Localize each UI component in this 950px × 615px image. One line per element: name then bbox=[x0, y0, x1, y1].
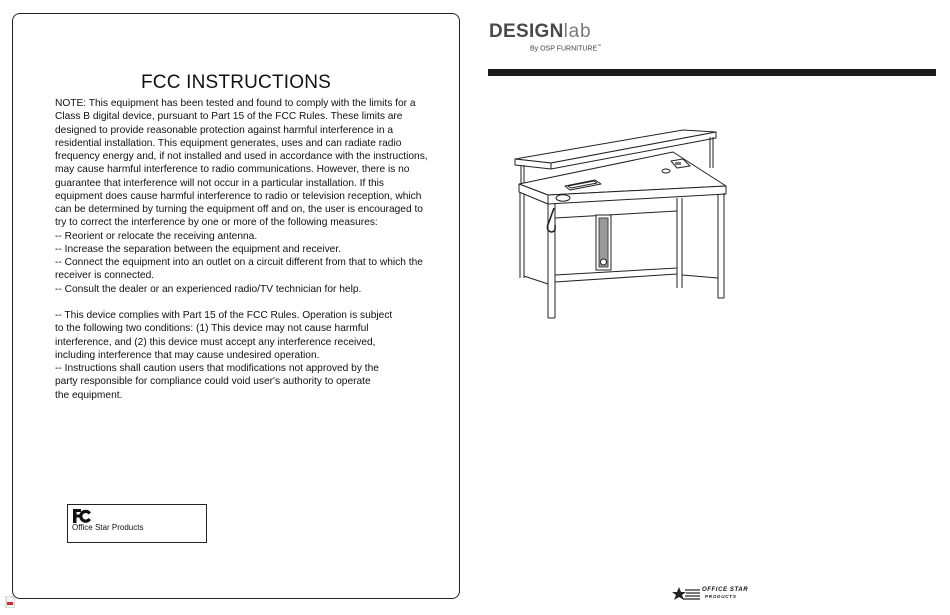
office-star-name: OFFICE STAR bbox=[702, 587, 749, 593]
title-bar bbox=[488, 69, 936, 76]
brand-byline-text: By OSP FURNITURE bbox=[530, 45, 598, 53]
office-star-logo bbox=[671, 586, 767, 602]
brand-trademark: ™ bbox=[597, 43, 602, 48]
pdf-icon bbox=[5, 596, 15, 608]
designlab-logo bbox=[489, 21, 591, 43]
desk-illustration bbox=[505, 118, 745, 328]
fcc-title: FCC INSTRUCTIONS bbox=[140, 72, 332, 93]
fcc-label-company: Office Star Products bbox=[72, 523, 144, 532]
fcc-compliance-label bbox=[67, 504, 207, 543]
office-star-logo-icon bbox=[671, 586, 701, 602]
office-star-products: PRODUCTS bbox=[705, 594, 737, 599]
fcc-paragraph-2: -- This device complies with Part 15 of the FCC Rules. Operation is subject to the following two conditions: (1) This device may not cause harmful interference, and (2) this device must accept any interference received, including interference that may cause undesired operation. -- Instructions shall caution users that modifications not approved by the party responsible for compliance could void user's authority to operate the equipment. bbox=[55, 310, 393, 401]
brand-name-bold: DESIGN bbox=[489, 21, 564, 42]
brand-byline bbox=[530, 43, 601, 52]
brand-name-light: lab bbox=[563, 21, 592, 42]
fcc-panel bbox=[12, 13, 460, 599]
fcc-paragraph-1: NOTE: This equipment has been tested and found to comply with the limits for a Class B digital device, pursuant to Part 15 of the FCC Rules. These limits are designed to provide reasonable protection against harmful interference in a residential installation. This equipment generates, uses and can radiate radio frequency energy and, if not installed and used in accordance with the instructions, may cause harmful interference to radio communications. However, there is no guarantee that interference will not occur in a particular installation. If this equipment does cause harmful interference to radio or television reception, which can be determined by turning the equipment off and on, the user is encouraged to try to correct the interference by one or more of the following measures: -- Reorient or relocate the receiving antenna. -- Increase the separation between the equipment and receiver. -- Connect the equipment into an outlet on a circuit different from that to which the receiver is connected. -- Consult the dealer or an experienced radio/TV technician for help. bbox=[55, 98, 428, 295]
